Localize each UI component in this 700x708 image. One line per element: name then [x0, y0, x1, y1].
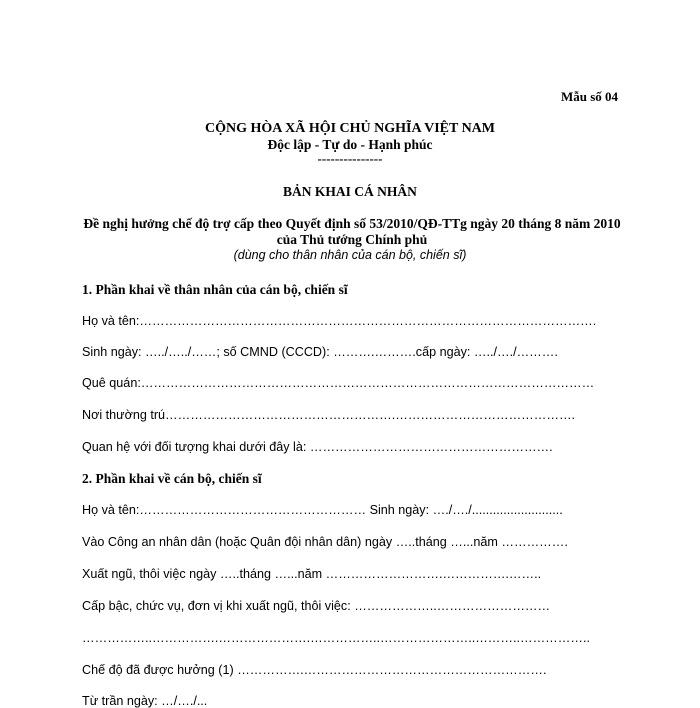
- field-relative-hometown: Quê quán:………………………………………………………………………………………………: [82, 376, 595, 390]
- field-relative-residence: Nơi thường trú……………………………………………….…………………………………….: [82, 408, 576, 422]
- field-discharge-date: Xuất ngũ, thôi việc ngày …..tháng …...năm ……………………….…………….……..: [82, 567, 542, 581]
- header-divider: ---------------: [317, 151, 383, 166]
- field-rank-position-unit: Cấp bậc, chức vụ, đơn vị khi xuất ngũ, thôi việc: ………………..………………………: [82, 599, 551, 613]
- national-title: CỘNG HÒA XÃ HỘI CHỦ NGHĨA VIỆT NAM: [204, 121, 495, 136]
- field-officer-name-birth: Họ và tên:……………………………………………… Sinh ngày: …./…./..........................: [82, 503, 563, 517]
- section-1-heading: 1. Phần khai về thân nhân của cán bộ, chiến sĩ: [82, 282, 348, 297]
- document-note: (dùng cho thân nhân của cán bộ, chiến sĩ): [233, 248, 467, 262]
- field-enlistment-date: Vào Công an nhân dân (hoặc Quân đội nhân dân) ngày …..tháng …...năm …………….: [82, 535, 568, 549]
- field-relative-name: Họ và tên:……………………………………………………………………………………………….: [82, 314, 597, 328]
- national-motto: Độc lập - Tự do - Hạnh phúc: [267, 137, 433, 152]
- document-title: BẢN KHAI CÁ NHÂN: [283, 184, 417, 199]
- section-2-heading: 2. Phần khai về cán bộ, chiến sĩ: [82, 471, 262, 486]
- field-relative-birth-id: Sinh ngày: …../…../……; số CMND (CCCD): ……….……….cấp ngày: …../…./……….: [82, 345, 558, 359]
- field-relationship: Quan hệ với đối tượng khai dưới đây là: ………………………………………………….: [82, 440, 553, 454]
- field-benefits-received: Chế độ đã được hưởng (1) …………….………………………………………………….: [82, 663, 547, 677]
- field-death-date: Từ trần ngày: …/…./...: [82, 694, 208, 708]
- document-subtitle: Đề nghị hưởng chế độ trợ cấp theo Quyết định số 53/2010/QĐ-TTg ngày 20 tháng 8 năm 2010 của Thủ tướng Chính phủ: [83, 216, 621, 247]
- field-continuation-line: ……………..…………….………………….……………..…………………..………..……………..: [82, 631, 590, 645]
- form-code: Mẫu số 04: [560, 89, 618, 104]
